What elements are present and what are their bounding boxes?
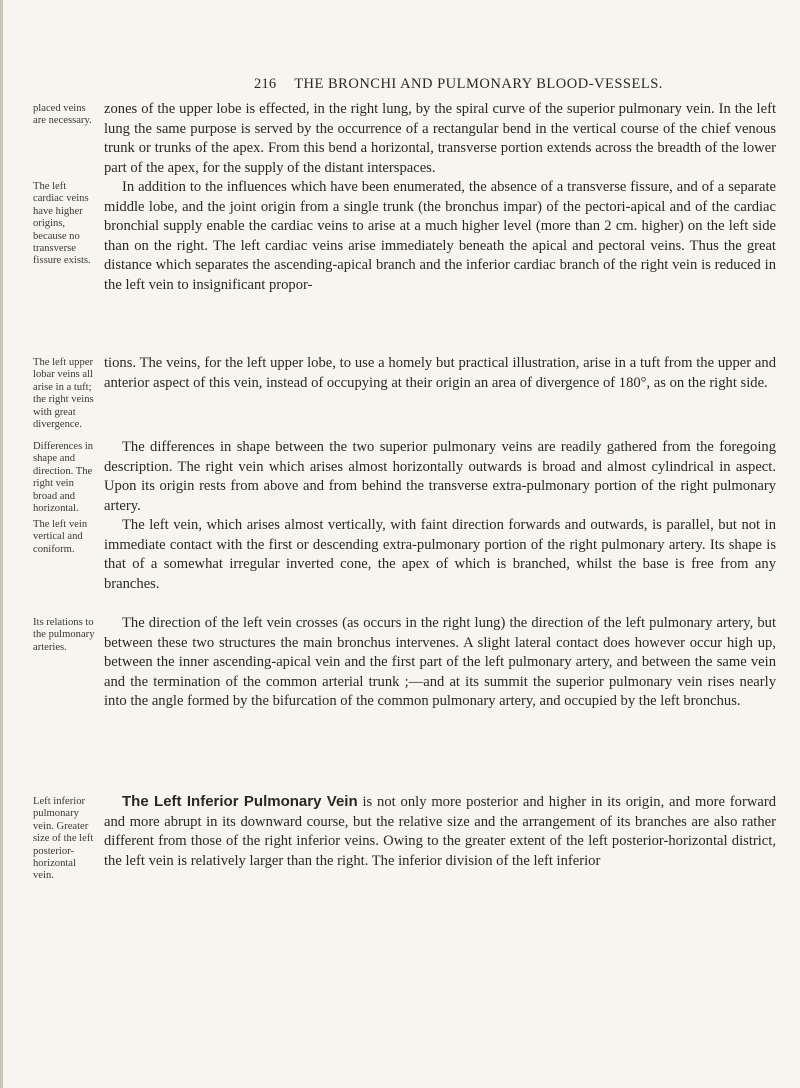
sidenote: The left cardiac veins have higher origins, because no transverse fissure exists.: [33, 181, 91, 267]
paragraph-text: is not only more posterior and higher in its origin, and more forward and more abrupt in its downward course, but the relative size and the arrangement of its branches are also rather different from those of the right inferior veins. Owing to the greater extent of the left posterior-horizontal district, the left vein is relatively larger than the right. The inferior division of the left inferior: [104, 794, 776, 869]
sidenote: The left vein vertical and coniform.: [33, 519, 88, 555]
sidenote: placed veins are necessary.: [33, 103, 92, 127]
body-text: [104, 438, 776, 516]
sidenote: Differences in shape and direction. The right vein broad and horizontal.: [33, 441, 94, 515]
sidenote: Left inferior pulmonary vein. Greater size of the left posterior-horizontal vein.: [33, 796, 94, 882]
sidenote: The left upper lobar veins all arise in a tuft; the right veins with great divergence.: [33, 357, 94, 431]
section-heading: The Left Inferior Pulmonary Vein: [122, 793, 358, 810]
page-number: 216: [254, 76, 277, 92]
body-text: [104, 100, 776, 178]
body-text: [104, 178, 776, 295]
body-text: [104, 792, 776, 871]
page-edge: [0, 0, 3, 1088]
paragraph: The direction of the left vein crosses (as occurs in the right lung) the direction of the left pulmonary artery, but between these two structures the main bronchus intervenes. A slight lateral contact does however occur high up, between the inner ascending-apical vein and the first part of the left pulmonary artery, and between the same vein and the termination of the common arterial trunk ;—and at its summit the superior pulmonary vein rises nearly into the angle formed by the bifurcation of the common pulmonary artery, and occupied by the left bronchus.: [104, 615, 776, 709]
paragraph: In addition to the influences which have been enumerated, the absence of a transverse fissure, and of a separate middle lobe, and the joint origin from a single trunk (the bronchus impar) of the pectori-apical and of the cardiac bronchial supply enable the cardiac veins to arise at a much higher level (more than 2 cm. higher) on the left side than on the right. The left cardiac veins arise immediately beneath the apical and pectoral veins. Thus the great distance which separates the ascending-apical branch and the inferior cardiac branch of the right vein is reduced in the left vein to insignificant propor-: [104, 179, 776, 293]
running-title: THE BRONCHI AND PULMONARY BLOOD-VESSELS.: [294, 76, 663, 92]
paragraph: [104, 792, 776, 871]
paragraph: The differences in shape between the two superior pulmonary veins are readily gathered from the foregoing description. The right vein which arises almost horizontally outwards is broad and almost cylindrical in aspect. Upon its origin rests from above and from behind the transverse extra-pulmonary portion of the right pulmonary artery.: [104, 439, 776, 514]
paragraph: The left vein, which arises almost vertically, with faint direction forwards and outwards, is parallel, but not in immediate contact with the first or descending extra-pulmonary portion of the right pulmonary artery. Its shape is that of a somewhat irregular inverted cone, the apex of which is branched, whilst the base is free from any branches.: [104, 517, 776, 592]
sidenote: Its relations to the pulmonary arteries.: [33, 617, 95, 653]
body-text: [104, 354, 776, 393]
running-header: [254, 76, 663, 93]
paragraph: zones of the upper lobe is effected, in the right lung, by the spiral curve of the superior pulmonary vein. In the left lung the same purpose is served by the occurrence of a rectangular bend in the vertical course of the chief venous trunk or trunks of the apex. From this bend a horizontal, transverse portion extends across the breadth of the lower part of the apex, for the supply of the distant interspaces.: [104, 101, 776, 176]
body-text: [104, 516, 776, 594]
body-text: [104, 614, 776, 712]
paragraph: tions. The veins, for the left upper lobe, to use a homely but practical illustration, arise in a tuft from the upper and anterior aspect of this vein, instead of occupying at their origin an area of divergence of 180°, as on the right side.: [104, 355, 776, 391]
